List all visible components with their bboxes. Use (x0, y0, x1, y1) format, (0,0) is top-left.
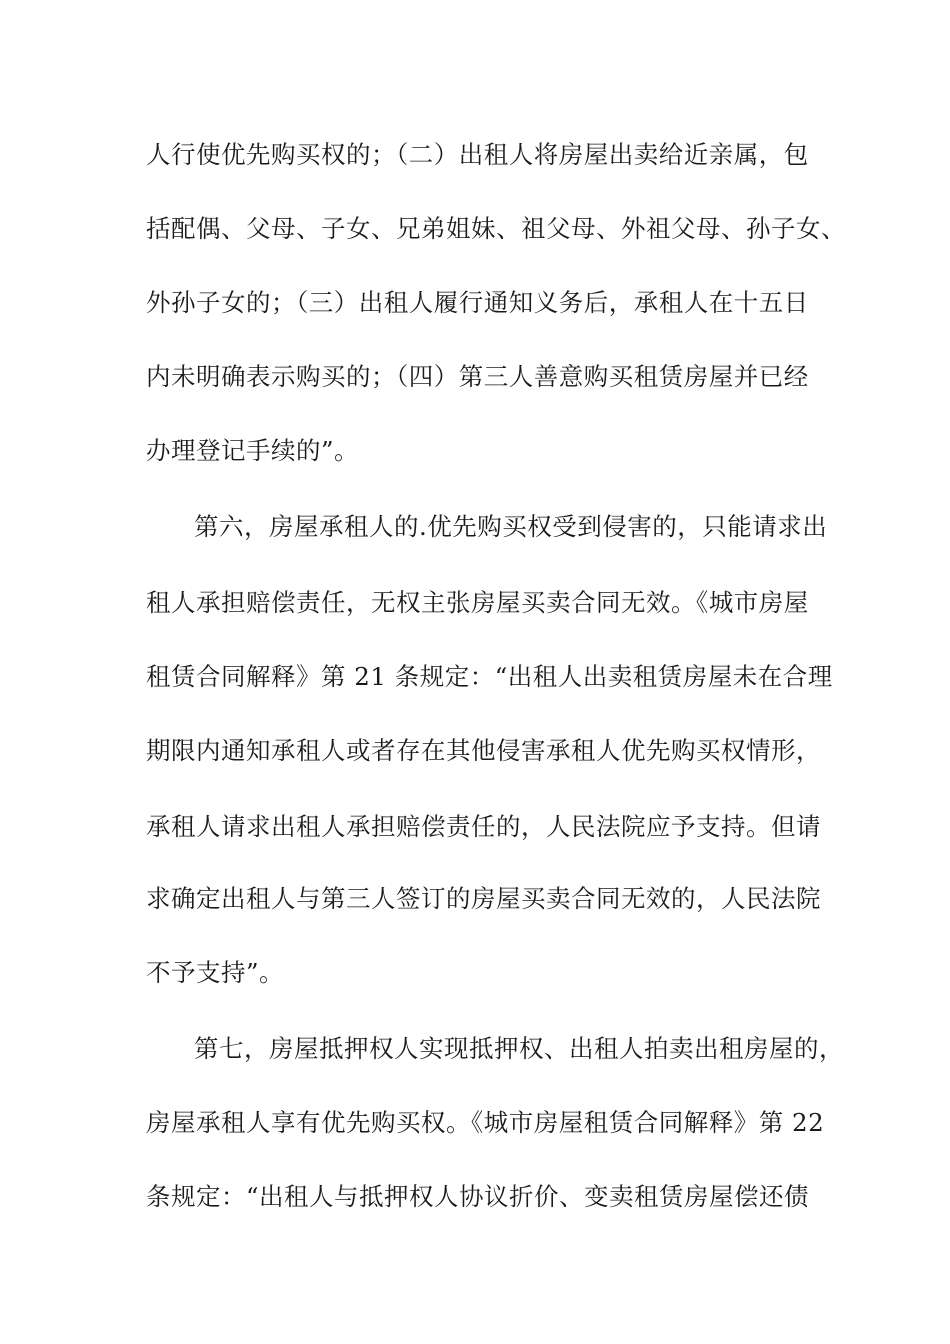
paragraph-start-line: 第七，房屋抵押权人实现抵押权、出租人拍卖出租房屋的， (194, 1034, 844, 1063)
text-line: 房屋承租人享有优先购买权。《城市房屋租赁合同解释》第 22 (146, 1108, 825, 1137)
text-line: 不予支持”。 (146, 958, 285, 987)
text-line: 承租人请求出租人承担赔偿责任的，人民法院应予支持。但请 (146, 812, 821, 841)
text-line: 人行使优先购买权的；（二）出租人将房屋出卖给近亲属，包 (146, 140, 809, 169)
text-line: 办理登记手续的”。 (146, 436, 360, 465)
text-line: 内未明确表示购买的；（四）第三人善意购买租赁房屋并已经 (146, 362, 809, 391)
text-line: 条规定：“出租人与抵押权人协议折价、变卖租赁房屋偿还债 (146, 1182, 810, 1211)
text-line: 租人承担赔偿责任，无权主张房屋买卖合同无效。《城市房屋 (146, 588, 809, 617)
text-line: 括配偶、父母、子女、兄弟姐妹、祖父母、外祖父母、孙子女、 (146, 214, 846, 243)
text-line: 租赁合同解释》第 21 条规定：“出租人出卖租赁房屋未在合理 (146, 662, 833, 691)
text-line: 外孙子女的；（三）出租人履行通知义务后，承租人在十五日 (146, 288, 809, 317)
text-line: 期限内通知承租人或者存在其他侵害承租人优先购买权情形， (146, 736, 821, 765)
paragraph-start-line: 第六，房屋承租人的.优先购买权受到侵害的，只能请求出 (194, 512, 828, 541)
text-line: 求确定出租人与第三人签订的房屋买卖合同无效的，人民法院 (146, 884, 821, 913)
